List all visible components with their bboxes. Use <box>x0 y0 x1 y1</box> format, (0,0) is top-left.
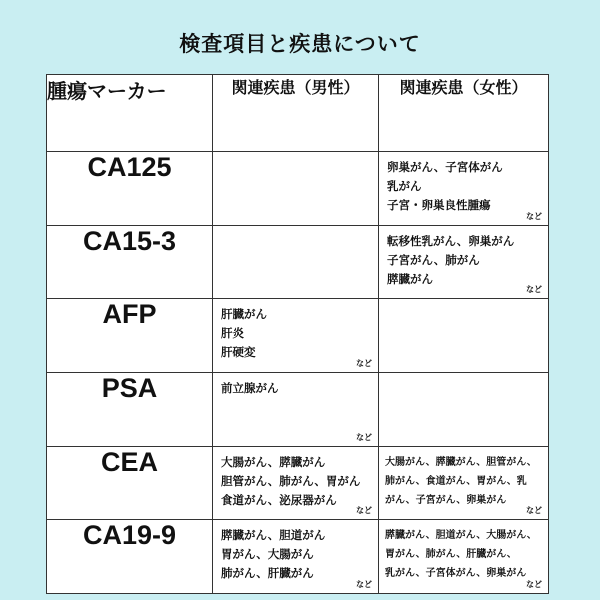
marker-name: CEA <box>47 446 213 520</box>
disease-line: 転移性乳がん、卵巣がん <box>387 233 515 248</box>
table-row <box>47 151 549 225</box>
marker-table <box>46 74 549 594</box>
disease-line: 膵臓がん、胆道がん、大腸がん、 <box>385 530 537 542</box>
disease-line: 膵臓がん <box>387 271 433 286</box>
male-diseases-cell <box>213 299 379 373</box>
female-disease-list <box>379 447 548 510</box>
marker-name: PSA <box>47 372 213 446</box>
male-disease-list <box>213 520 378 583</box>
male-diseases-cell <box>213 446 379 520</box>
male-disease-list <box>213 299 378 362</box>
etc-label: など <box>356 432 372 442</box>
table-row <box>47 299 549 373</box>
male-disease-list <box>213 447 378 510</box>
header-male: 関連疾患（男性） <box>213 75 379 152</box>
table-header-row <box>47 75 549 152</box>
disease-line: 胆管がん、肺がん、胃がん <box>221 473 361 488</box>
etc-label: など <box>526 211 542 221</box>
disease-line: 卵巣がん、子宮体がん <box>387 159 503 174</box>
page-title: 検査項目と疾患について <box>179 32 421 56</box>
table-body <box>47 151 549 593</box>
female-diseases-cell <box>379 446 549 520</box>
disease-line: 大腸がん、膵臓がん、胆管がん、 <box>385 456 537 468</box>
male-disease-list <box>213 226 378 232</box>
marker-name: CA125 <box>47 151 213 225</box>
table-row <box>47 225 549 299</box>
female-diseases-cell <box>379 520 549 594</box>
marker-name: AFP <box>47 299 213 373</box>
female-disease-list <box>379 226 548 289</box>
disease-line: 乳がん <box>387 178 422 193</box>
disease-line: 大腸がん、膵臓がん <box>221 454 326 469</box>
disease-line: 肝臓がん <box>221 307 267 322</box>
female-disease-list <box>379 299 548 305</box>
disease-line: 肝炎 <box>221 326 244 341</box>
male-diseases-cell <box>213 520 379 594</box>
female-diseases-cell <box>379 372 549 446</box>
marker-name: CA19-9 <box>47 520 213 594</box>
table-row <box>47 372 549 446</box>
female-diseases-cell <box>379 151 549 225</box>
etc-label: など <box>526 580 542 589</box>
male-disease-list <box>213 373 378 398</box>
disease-line: 肝硬変 <box>221 345 256 360</box>
male-disease-list <box>213 152 378 158</box>
disease-line: 子宮・卵巣良性腫瘍 <box>387 197 491 212</box>
male-diseases-cell <box>213 225 379 299</box>
disease-line: 胃がん、大腸がん <box>221 547 314 562</box>
female-disease-list <box>379 152 548 215</box>
table-row <box>47 520 549 594</box>
disease-line: 肺がん、肝臓がん <box>221 566 314 581</box>
disease-line: 子宮がん、肺がん <box>387 252 480 267</box>
header-female: 関連疾患（女性） <box>379 75 549 152</box>
etc-label: など <box>356 358 372 368</box>
disease-line: がん、子宮がん、卵巣がん <box>385 494 507 506</box>
etc-label: など <box>526 506 542 516</box>
female-diseases-cell <box>379 225 549 299</box>
disease-line: 前立腺がん <box>221 380 279 395</box>
disease-line: 乳がん、子宮体がん、卵巣がん <box>385 568 527 580</box>
disease-line: 胃がん、肺がん、肝臓がん、 <box>385 549 517 561</box>
male-diseases-cell <box>213 151 379 225</box>
header-marker: 腫瘍マーカー <box>47 75 213 152</box>
marker-name: CA15-3 <box>47 225 213 299</box>
female-disease-list <box>379 520 548 583</box>
etc-label: など <box>356 506 372 516</box>
male-diseases-cell <box>213 372 379 446</box>
etc-label: など <box>356 580 372 589</box>
table-row <box>47 446 549 520</box>
female-diseases-cell <box>379 299 549 373</box>
female-disease-list <box>379 373 548 379</box>
etc-label: など <box>526 285 542 295</box>
disease-line: 食道がん、泌尿器がん <box>221 492 337 507</box>
disease-line: 肺がん、食道がん、胃がん、乳 <box>385 475 527 487</box>
disease-line: 膵臓がん、胆道がん <box>221 528 326 543</box>
